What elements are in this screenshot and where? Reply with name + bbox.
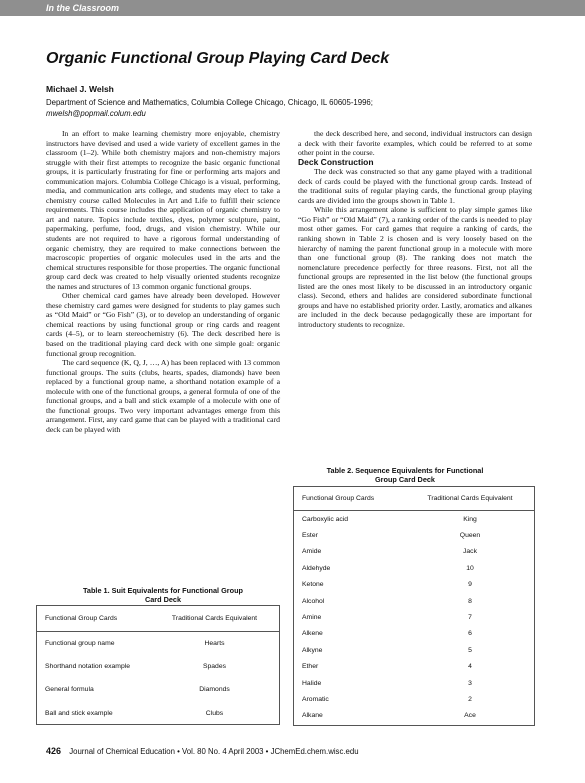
author-name: Michael J. Welsh bbox=[46, 84, 114, 94]
table-cell: 5 bbox=[468, 646, 472, 654]
table-header-cell: Functional Group Cards bbox=[45, 615, 118, 622]
table-row bbox=[37, 632, 279, 655]
table-cell: Alkyne bbox=[302, 646, 323, 654]
author-affiliation bbox=[46, 97, 546, 119]
journal-citation: Journal of Chemical Education • Vol. 80 No. 4 April 2003 • JChemEd.chem.wisc.edu bbox=[69, 747, 359, 756]
paragraph: The deck was constructed so that any game played with a traditional deck of cards could be played with the functional group cards. Instead of the traditional suits of regular playing cards, the functional group playing cards are divided into the groups shown in Table 1. bbox=[298, 167, 532, 205]
page-footer bbox=[46, 746, 359, 756]
table-header-row bbox=[294, 487, 534, 511]
table-cell: Spades bbox=[202, 663, 227, 671]
table-row bbox=[294, 642, 534, 658]
table-row bbox=[294, 659, 534, 675]
table-cell: Functional group name bbox=[45, 640, 115, 648]
table-row bbox=[294, 560, 534, 576]
paragraph: the deck described here, and second, individual instructors can design a deck with their favorite examples, which could be referred to at some other point in the course. bbox=[298, 129, 532, 158]
table-cell: Jack bbox=[463, 548, 477, 556]
table-cell: 9 bbox=[468, 581, 472, 589]
author-email[interactable]: mwelsh@popmail.colum.edu bbox=[46, 109, 146, 118]
table-cell: Ball and stick example bbox=[45, 709, 113, 717]
table1 bbox=[36, 605, 280, 725]
table-header-cell: Functional Group Cards bbox=[302, 495, 375, 502]
table-row bbox=[294, 577, 534, 593]
table-cell: Aromatic bbox=[302, 695, 329, 703]
table-row bbox=[294, 626, 534, 642]
table-cell: King bbox=[463, 515, 477, 523]
body-column-left bbox=[46, 129, 280, 435]
table-cell: General formula bbox=[45, 686, 94, 694]
table-row bbox=[294, 708, 534, 724]
table-cell: Amine bbox=[302, 614, 322, 622]
paragraph: In an effort to make learning chemistry more enjoyable, chemistry instructors have devised and used a wide variety of excellent games in the classroom (1–2). While both chemistry majors and non-chemistry majors struggle with their first attempts to recognize the basic organic functional groups, it is particularly frustrating for fine or performing arts majors and communication majors. Columbia College Chicago is a visual, performing, media, and communication arts college, and students may elect to take a chemistry course called Molecules in Art and Life to fulfill their science requirements. This course includes the application of organic chemistry to art and nature. Topics include textiles, dyes, polymer sculpture, paint, papermaking, perfume, food, drugs, and vision chemistry. While our students are not required to have a rigorous formal understanding of organic chemistry, they are required to make connections between the macroscopic properties of organic molecules used in the arts and the chemical structures responsible for those properties. The organic functional group card deck was created to help visually oriented students recognize the names and structures of 13 common organic functional groups. bbox=[46, 129, 280, 291]
table-cell: 2 bbox=[468, 695, 472, 703]
table-cell: 7 bbox=[468, 614, 472, 622]
table-cell: Hearts bbox=[204, 640, 225, 648]
table1-caption: Table 1. Suit Equivalents for Functional Group Card Deck bbox=[82, 586, 243, 604]
paragraph: While this arrangement alone is sufficient to play simple games like “Go Fish” or “Old Maid” (7), a ranking order of the cards is needed to play most other games. For card games that require a ranking of cards, the ranking shown in Table 2 is chosen and is very loosely based on the hierarchy of naming the parent functional group in a molecule with more than one functional group (8). The ranking does not match the nomenclature precedence perfectly for three reasons. First, not all the functional groups are represented in the list below (the functional groups listed are the ones most likely to be discussed in an introductory organic class). Second, ethers and halides are considered subordinate functional groups and have no established priority order. Lastly, aromatics and alkanes are included in the deck because pedagogically these are important for introductory students to recognize. bbox=[298, 205, 532, 329]
table-cell: Carboxylic acid bbox=[302, 515, 349, 523]
page-number: 426 bbox=[46, 746, 62, 756]
table-row bbox=[37, 702, 279, 725]
table-header-cell: Traditional Cards Equivalent bbox=[171, 615, 258, 622]
paragraph: The card sequence (K, Q, J, …, A) has been replaced with 13 common functional groups. The suits (clubs, hearts, spades, diamonds) have been replaced by a functional group name, a shorthand notation example of a molecule with one of the functional groups, a general formula of one of the functional groups, and a ball and stick example of a molecule with one of the functional groups. Two very important advantages emerge from this arrangement. First, any card game that can be played with a traditional card deck can be played with bbox=[46, 358, 280, 434]
table-row bbox=[294, 544, 534, 560]
table-cell: Alkene bbox=[302, 630, 323, 638]
table-cell: Aldehyde bbox=[302, 564, 331, 572]
table-cell: Alcohol bbox=[302, 597, 325, 605]
table-cell: Amide bbox=[302, 548, 322, 556]
table-cell: Diamonds bbox=[199, 686, 230, 694]
table-cell: Ester bbox=[302, 532, 318, 540]
table-cell: 3 bbox=[468, 679, 472, 687]
table-row bbox=[37, 678, 279, 701]
table-header-cell: Traditional Cards Equivalent bbox=[427, 495, 513, 502]
paragraph: Other chemical card games have already been developed. However these chemistry card games were designed for students to play games such as “Old Maid” or “Go Fish” (3), or to develop an understanding of organic chemical reactions by using functional group or ring cards and reagent cards (4–5), or to learn stereochemistry (6). The deck described here is based on the traditional playing card deck with one simple goal: organic functional group recognition. bbox=[46, 291, 280, 358]
table-cell: Queen bbox=[459, 532, 481, 540]
table-row bbox=[294, 593, 534, 609]
table-cell: Shorthand notation example bbox=[45, 663, 131, 671]
body-column-right bbox=[298, 129, 532, 329]
table-cell: Alkane bbox=[302, 712, 323, 720]
table-row bbox=[294, 691, 534, 707]
table-cell: Ace bbox=[464, 712, 476, 720]
table2-caption: Table 2. Sequence Equivalents for Functional Group Card Deck bbox=[326, 466, 484, 484]
table-cell: 10 bbox=[466, 564, 474, 572]
table-cell: 8 bbox=[468, 597, 472, 605]
section-banner bbox=[0, 0, 585, 16]
table-cell: Ether bbox=[302, 663, 319, 671]
article-title: Organic Functional Group Playing Card Deck bbox=[46, 50, 390, 67]
table-cell: 6 bbox=[468, 630, 472, 638]
table-cell: Clubs bbox=[205, 709, 224, 717]
affiliation-text: Department of Science and Mathematics, Columbia College Chicago, Chicago, IL 60605-1996; bbox=[46, 98, 373, 107]
section-heading: Deck Construction bbox=[298, 156, 374, 167]
section-label: In the Classroom bbox=[46, 3, 120, 13]
table-row bbox=[37, 655, 279, 678]
table-cell: 4 bbox=[468, 663, 472, 671]
table-header-row bbox=[37, 606, 279, 632]
table-cell: Ketone bbox=[302, 581, 324, 589]
table-row bbox=[294, 609, 534, 625]
table2 bbox=[293, 486, 535, 726]
table-row bbox=[294, 527, 534, 543]
table-row bbox=[294, 675, 534, 691]
table-row bbox=[294, 511, 534, 527]
table-cell: Halide bbox=[302, 679, 322, 687]
